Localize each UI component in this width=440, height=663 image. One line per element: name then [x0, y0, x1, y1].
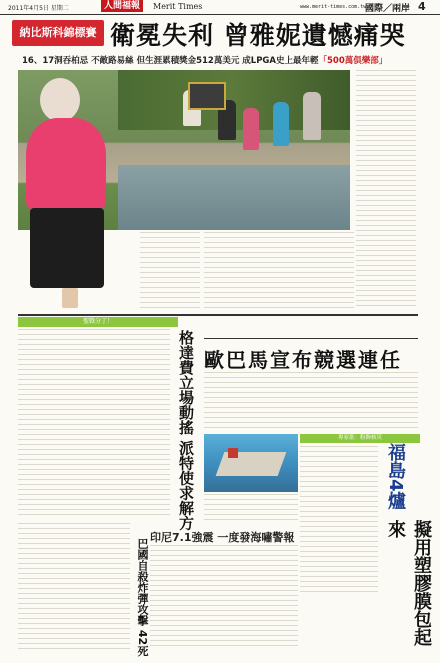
player-figure: [243, 108, 259, 150]
pakistan-body-text: [18, 523, 130, 653]
golfer-figure: [22, 78, 122, 308]
lead-kicker: 納比斯科錦標賽: [12, 20, 104, 46]
page-number: 4: [418, 0, 426, 13]
masthead: [0, 0, 440, 15]
photo-caption: [140, 232, 200, 312]
lead-subhead: [22, 54, 387, 66]
indonesia-body-text: [150, 545, 298, 650]
fukushima-headline-b: 擬用塑膠膜包起來: [385, 520, 432, 646]
lead-subhead-text: 16、17洞吞柏忌 不敵路易絲 但生涯累積獎金512萬美元 成LPGA史上最年輕: [22, 56, 319, 66]
player-figure: [303, 92, 321, 140]
green-label-box: [18, 317, 178, 327]
pakistan-headline: 巴國自殺炸彈攻擊 42死: [136, 538, 149, 657]
newspaper-url: www.merit-times.com.tw: [300, 4, 367, 10]
fukushima-body-text: [300, 446, 378, 596]
green-label: 聖戰分了！: [82, 318, 113, 325]
green-label-box: [300, 434, 420, 443]
ship-caption: [204, 494, 298, 520]
lead-body-text: [204, 232, 354, 312]
lead-subhead-highlight: 「500萬俱樂部」: [318, 56, 388, 66]
player-figure: [273, 102, 289, 146]
divider: [204, 338, 418, 339]
section-divider: [18, 314, 418, 316]
fukushima-headline-a: 福島4爐: [385, 443, 406, 510]
story-body-text: [18, 329, 170, 519]
lead-headline: 衛冕失利 曾雅妮遺憾痛哭: [110, 21, 406, 50]
section-name: 國際／兩岸: [365, 4, 411, 14]
gaddafi-headline: 格達費立場動搖 派特使求解方: [177, 330, 195, 531]
newspaper-english-name: Merit Times: [153, 2, 203, 11]
lead-body-text: [356, 70, 416, 310]
ship-photo: [204, 434, 298, 492]
obama-headline: 歐巴馬宣布競選連任: [204, 348, 402, 372]
newspaper-logo: 人間福報: [101, 0, 143, 12]
indonesia-headline: 印尼7.1強震 一度發海嘯警報: [150, 531, 295, 544]
issue-date: 2011年4月5日 星期二: [8, 5, 69, 12]
obama-body-text: [204, 372, 418, 430]
green-label: 專家批：粉飾核災: [337, 435, 382, 441]
trophy-board: [188, 82, 226, 110]
